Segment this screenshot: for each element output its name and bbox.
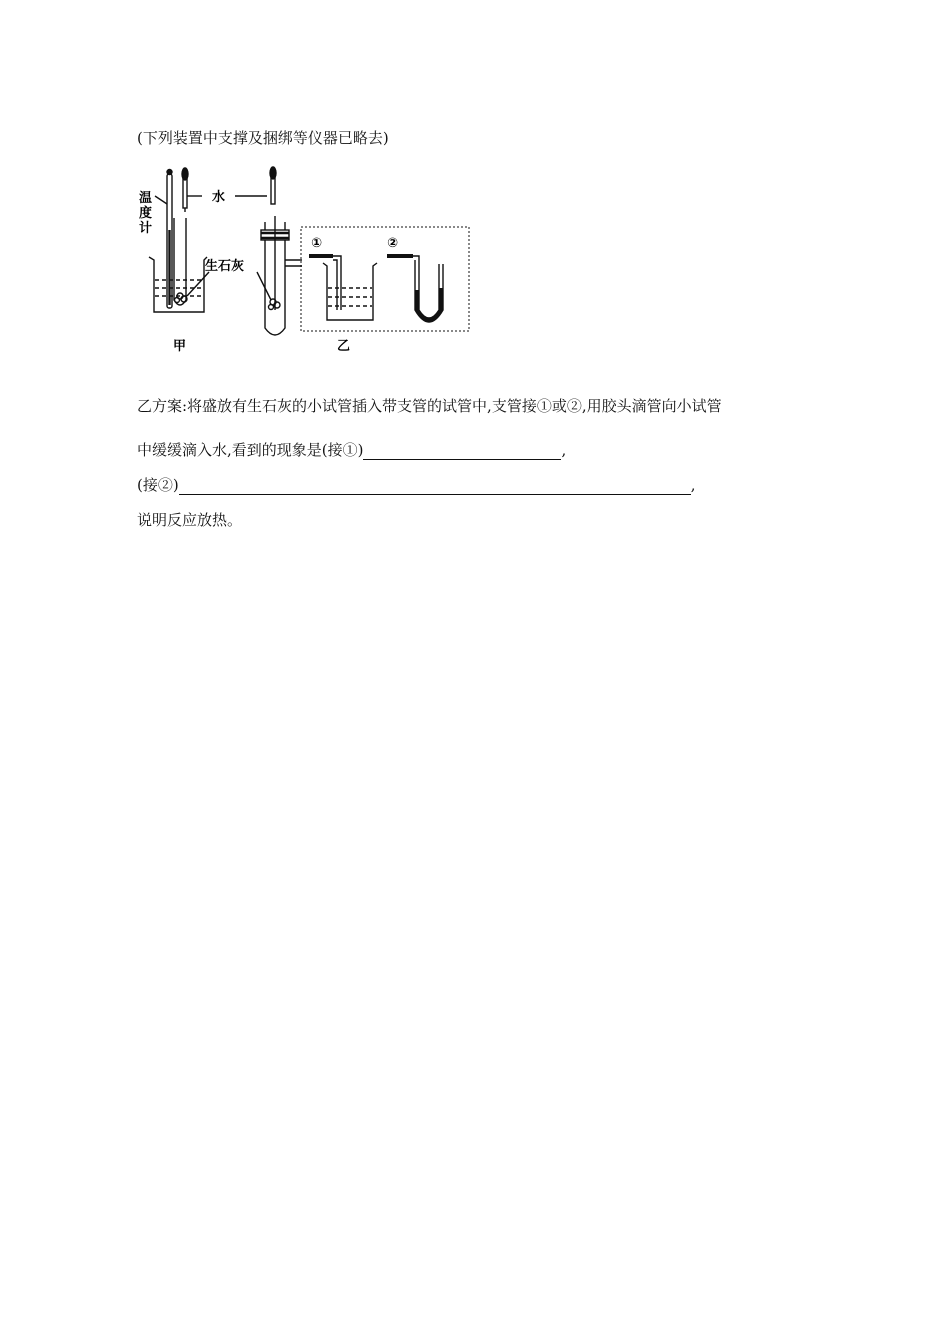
label-setup-b: 乙 <box>337 339 351 354</box>
apparatus-figure <box>137 160 477 360</box>
question-line-2-suffix: , <box>561 441 567 459</box>
dropper-b <box>271 178 275 204</box>
small-test-tube-a <box>174 218 186 305</box>
question-line-3-prefix: (接②) <box>137 476 179 494</box>
figure-note: (下列装置中支撑及捆绑等仪器已略去) <box>137 129 389 147</box>
options-box <box>301 227 469 331</box>
question-line-2 <box>137 440 566 460</box>
label-quicklime: 生石灰 <box>205 259 245 274</box>
label-water: 水 <box>212 190 226 205</box>
label-option-2: ② <box>387 236 399 251</box>
question-line-3 <box>137 475 696 495</box>
question-line-1: 乙方案:将盛放有生石灰的小试管插入带支管的试管中,支管接①或②,用胶头滴管向小试管 <box>137 397 722 415</box>
label-thermometer-char: 温 <box>139 191 153 206</box>
answer-blank-2[interactable] <box>179 478 691 495</box>
label-setup-a: 甲 <box>173 339 187 354</box>
question-line-3-suffix: , <box>690 476 696 494</box>
side-arm <box>285 260 302 266</box>
label-option-1: ① <box>311 236 323 251</box>
dropper-a <box>183 178 187 208</box>
label-thermometer <box>139 190 152 236</box>
question-line-2-prefix: 中缓缓滴入水,看到的现象是(接①) <box>137 441 364 459</box>
label-thermometer-char: 计 <box>139 221 153 236</box>
answer-blank-1[interactable] <box>363 443 561 460</box>
beaker-1 <box>323 263 377 320</box>
label-thermometer-char: 度 <box>139 206 153 221</box>
question-line-4: 说明反应放热。 <box>137 511 243 529</box>
